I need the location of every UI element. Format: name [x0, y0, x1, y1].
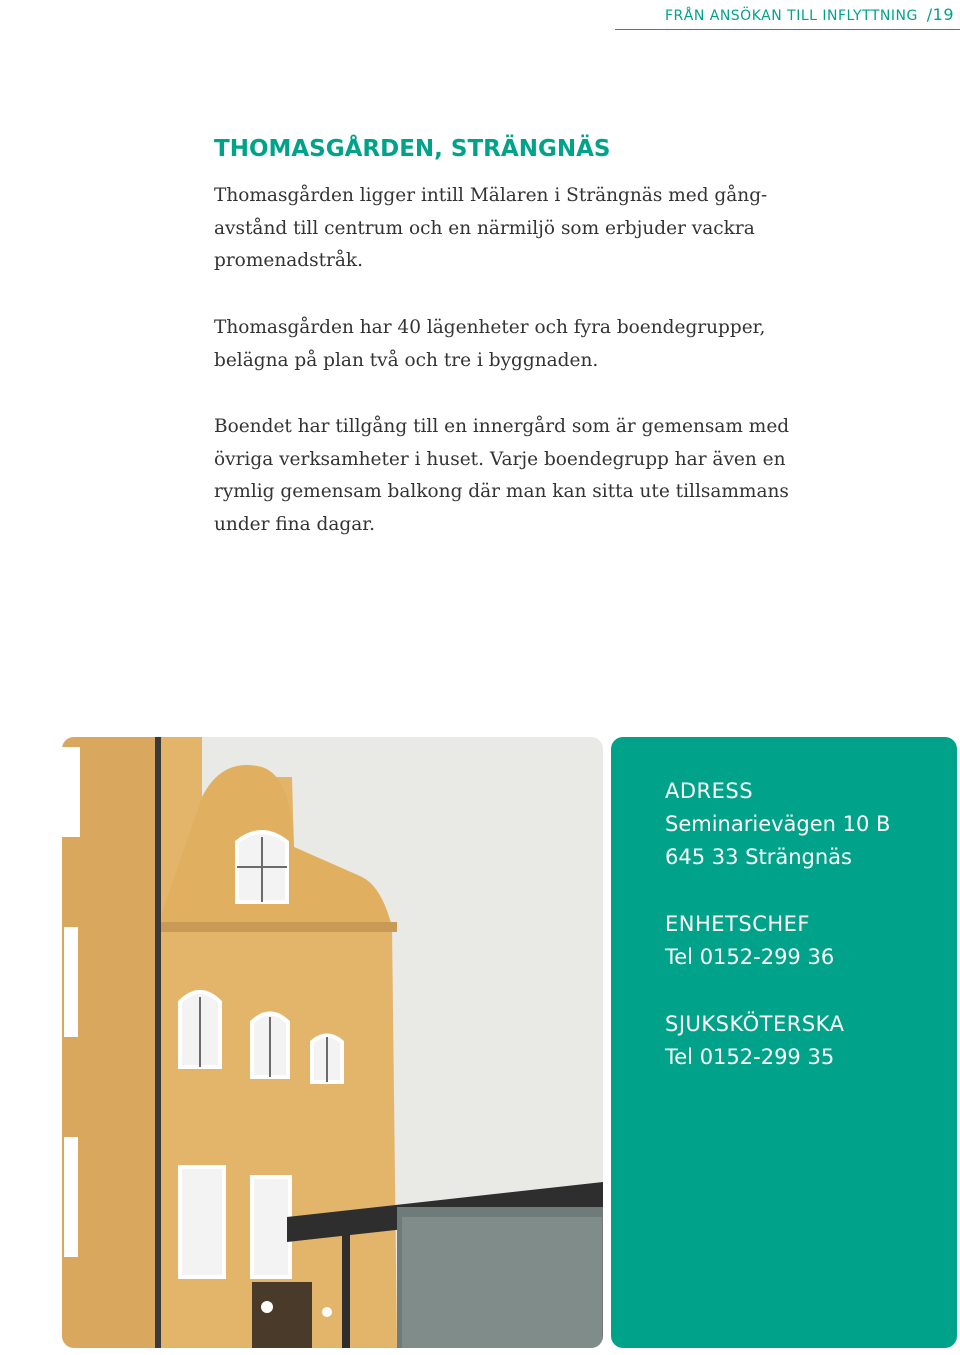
running-title: FRÅN ANSÖKAN TILL INFLYTTNING — [664, 8, 918, 24]
address-postal: 645 33 Strängnäs — [665, 845, 852, 869]
address-label: ADRESS — [665, 779, 754, 803]
header-rule — [615, 29, 960, 30]
contact-info-panel — [611, 737, 957, 1348]
manager-block — [665, 908, 834, 974]
address-block — [665, 775, 890, 874]
nurse-label: SJUKSKÖTERSKA — [665, 1012, 845, 1036]
building-photo — [62, 737, 603, 1348]
manager-phone[interactable]: Tel 0152-299 36 — [665, 945, 835, 969]
nurse-phone[interactable]: Tel 0152-299 35 — [665, 1045, 835, 1069]
paragraph-courtyard: Boendet har tillgång till en innergård som är gemensam med övriga verksamheter i huset. Varje boendegrupp har även en rymlig gemensam balkong där man kan sitta ute tillsammans under fina dagar. — [214, 416, 790, 535]
running-header — [665, 5, 954, 24]
paragraph-intro: Thomasgården ligger intill Mälaren i Strängnäs med gång-avstånd till centrum och en närmiljö som erbjuder vackra promenadstråk. — [214, 185, 768, 272]
manager-label: ENHETSCHEF — [665, 912, 810, 936]
paragraph-apartments: Thomasgården har 40 lägenheter och fyra boendegrupper, belägna på plan två och tre i byggnaden. — [214, 317, 766, 371]
nurse-block — [665, 1008, 844, 1074]
page-title: THOMASGÅRDEN, STRÄNGNÄS — [214, 136, 611, 162]
address-street: Seminarievägen 10 B — [665, 812, 891, 836]
page-number: /19 — [926, 5, 954, 24]
